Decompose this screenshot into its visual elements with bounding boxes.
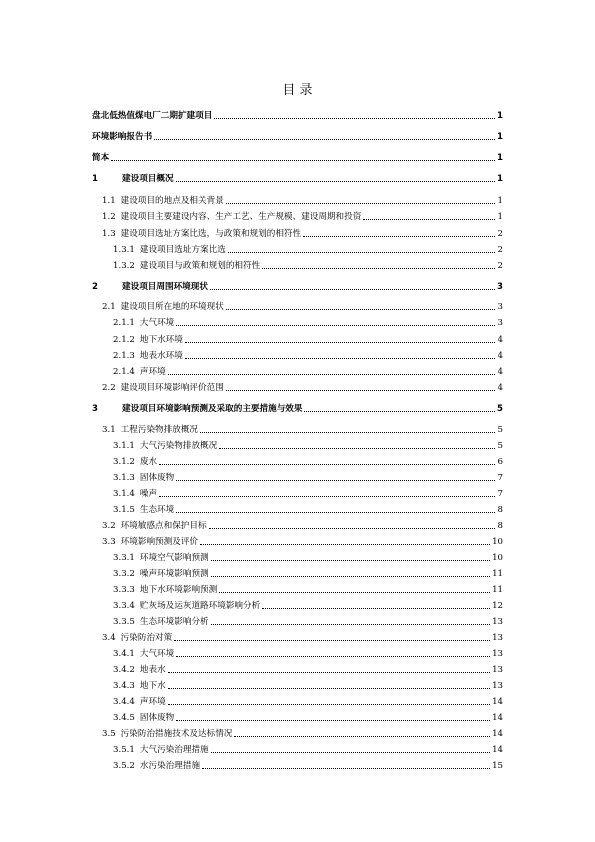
toc-entry[interactable] [113, 597, 503, 611]
dot-leader [211, 624, 490, 625]
toc-entry-number: 1.3.1 [113, 245, 135, 255]
toc-entry-page: 14 [492, 729, 503, 739]
toc-entry[interactable] [113, 549, 503, 563]
toc-entry[interactable] [113, 257, 503, 271]
toc-entry-page: 10 [492, 537, 503, 547]
dot-leader [200, 432, 495, 433]
toc-entry[interactable] [92, 149, 503, 163]
dot-leader [210, 289, 495, 290]
toc-entry[interactable] [92, 400, 503, 414]
toc-entry-number: 3.4.4 [113, 697, 135, 707]
toc-entry-title: 声环境 [139, 367, 166, 377]
toc-entry-page: 3 [497, 302, 503, 312]
toc-entry[interactable] [113, 437, 503, 451]
toc-entry-page: 11 [492, 569, 503, 579]
toc-entry-title: 建设项目所在地的环境现状 [120, 302, 224, 312]
dot-leader [174, 640, 490, 641]
toc-entry-title: 环境敏感点和保护目标 [120, 521, 207, 531]
toc-entry-title: 地下水环境 [139, 335, 183, 345]
toc-entry-page: 4 [497, 335, 503, 345]
toc-entry[interactable] [92, 278, 503, 292]
toc-entry-page: 3 [497, 318, 503, 328]
toc-entry[interactable] [102, 533, 503, 547]
toc-entry[interactable] [102, 192, 503, 206]
dot-leader [211, 576, 490, 577]
dot-leader [211, 752, 490, 753]
toc-entry-number: 3.1.5 [113, 505, 135, 515]
toc-entry-title: 大气环境 [139, 649, 175, 659]
toc-entry-title: 水污染治理措施 [139, 761, 201, 771]
toc-entry-number: 2.1.2 [113, 335, 135, 345]
toc-entry-page: 5 [497, 425, 503, 435]
toc-entry-title: 噪声 [139, 489, 158, 499]
toc-entry-page: 1 [497, 196, 503, 206]
toc-entry-page: 8 [497, 505, 503, 515]
toc-entry-page: 15 [492, 761, 503, 771]
toc-entry-title: 声环境 [139, 697, 166, 707]
toc-entry[interactable] [113, 613, 503, 627]
toc-entry-number: 3.3.4 [113, 601, 135, 611]
toc-entry[interactable] [92, 170, 503, 184]
toc-entry-page: 2 [497, 261, 503, 271]
toc-entry-number: 3.5.2 [113, 761, 135, 771]
toc-entry-title: 噪声环境影响预测 [139, 569, 209, 579]
toc-entry[interactable] [113, 331, 503, 345]
toc-entry-title: 工程污染物排放概况 [120, 425, 199, 435]
toc-entry-title: 环境空气影响预测 [139, 553, 209, 563]
dot-leader [176, 720, 490, 721]
toc-entry[interactable] [92, 128, 503, 142]
toc-entry-number: 1.3.2 [113, 261, 135, 271]
toc-entry[interactable] [113, 677, 503, 691]
toc-entry-page: 1 [497, 174, 503, 184]
dot-leader [262, 608, 490, 609]
dot-leader [176, 181, 495, 182]
dot-leader [228, 252, 495, 253]
toc-entry[interactable] [113, 757, 503, 771]
dot-leader [363, 219, 495, 220]
toc-entry-title: 污染防治措施技术及达标情况 [120, 729, 233, 739]
toc-entry-page: 4 [497, 383, 503, 393]
toc-entry[interactable] [113, 661, 503, 675]
dot-leader [168, 672, 490, 673]
toc-entry[interactable] [113, 709, 503, 723]
toc-entry-number: 2.1.1 [113, 318, 135, 328]
toc-entry-title: 固体废物 [139, 473, 175, 483]
toc-entry-number: 3.4.2 [113, 665, 135, 675]
toc-entry-title: 废水 [139, 457, 158, 467]
toc-entry-title: 贮灰场及运灰道路环境影响分析 [139, 601, 261, 611]
toc-entry-number: 3.1.2 [113, 457, 135, 467]
toc-entry-title: 建设项目主要建设内容、生产工艺、生产规模、建设周期和投资 [120, 212, 362, 222]
toc-entry-page: 4 [497, 351, 503, 361]
toc-entry-title: 地下水 [139, 681, 166, 691]
toc-entry-page: 14 [492, 745, 503, 755]
toc-entry-page: 13 [492, 681, 503, 691]
toc-entry[interactable] [102, 379, 503, 393]
toc-entry[interactable] [113, 453, 503, 467]
toc-entry-number: 3 [92, 404, 98, 414]
dot-leader [168, 688, 490, 689]
toc-entry[interactable] [102, 225, 503, 239]
toc-entry[interactable] [113, 501, 503, 515]
toc-entry-title: 建设项目环境影响预测及采取的主要措施与效果 [122, 404, 303, 414]
dot-leader [226, 309, 495, 310]
toc-entry-title: 固体废物 [139, 713, 175, 723]
dot-leader [219, 448, 495, 449]
toc-entry-number: 3.4.1 [113, 649, 135, 659]
toc-entry-title: 建设项目环境影响评价范围 [120, 383, 224, 393]
toc-entry-page: 2 [497, 245, 503, 255]
toc-entry[interactable] [92, 107, 503, 121]
toc-entry-title: 建设项目选址方案比选，与政策和规划的相符性 [120, 229, 302, 239]
toc-entry-number: 3.3.1 [113, 553, 135, 563]
dot-leader [209, 528, 495, 529]
toc-entry-title: 生态环境 [139, 505, 175, 515]
toc-entry-number: 3.3 [102, 537, 116, 547]
toc-entry-number: 3.3.3 [113, 585, 135, 595]
dot-leader [111, 160, 495, 161]
toc-entry[interactable] [102, 208, 503, 222]
toc-entry[interactable] [113, 469, 503, 483]
toc-entry-page: 1 [497, 212, 503, 222]
toc-entry[interactable] [102, 517, 503, 531]
toc-entry-title: 建设项目的地点及相关背景 [120, 196, 224, 206]
toc-entry-title: 大气污染治理措施 [139, 745, 209, 755]
toc-entry-title: 地表水 [139, 665, 166, 675]
toc-entry-page: 1 [497, 111, 503, 121]
toc-entry[interactable] [113, 485, 503, 499]
toc-entry-page: 13 [492, 649, 503, 659]
toc-entry-page: 10 [492, 553, 503, 563]
toc-entry-title: 盘北低热值煤电厂二期扩建项目 [92, 111, 213, 121]
toc-entry-page: 8 [497, 521, 503, 531]
toc-entry[interactable] [113, 347, 503, 361]
toc-entry-number: 3.4 [102, 633, 116, 643]
toc-entry[interactable] [113, 741, 503, 755]
toc-entry[interactable] [102, 298, 503, 312]
dot-leader [185, 358, 495, 359]
toc-entry-number: 3.3.5 [113, 617, 135, 627]
toc-entry-page: 3 [497, 282, 503, 292]
dot-leader [226, 390, 495, 391]
dot-leader [234, 736, 490, 737]
toc-entry-page: 2 [497, 229, 503, 239]
dot-leader [214, 118, 495, 119]
dot-leader [159, 464, 495, 465]
toc-entry-title: 污染防治对策 [120, 633, 173, 643]
toc-entry-number: 2.1 [102, 302, 116, 312]
toc-entry-number: 3.1.4 [113, 489, 135, 499]
toc-entry-title: 地下水环境影响预测 [139, 585, 218, 595]
dot-leader [262, 268, 495, 269]
toc-entry-number: 2 [92, 282, 98, 292]
toc-entry-page: 13 [492, 665, 503, 675]
dot-leader [185, 342, 495, 343]
toc-entry[interactable] [113, 693, 503, 707]
toc-entry-number: 3.4.5 [113, 713, 135, 723]
toc-entry-page: 5 [497, 441, 503, 451]
toc-entry[interactable] [113, 645, 503, 659]
toc-entry-number: 3.5 [102, 729, 116, 739]
dot-leader [226, 203, 495, 204]
dot-leader [176, 656, 490, 657]
toc-entry[interactable] [113, 581, 503, 595]
toc-entry-number: 2.1.3 [113, 351, 135, 361]
toc-entry-page: 13 [492, 633, 503, 643]
toc-entry-page: 11 [492, 585, 503, 595]
toc-entry-number: 1.3 [102, 229, 116, 239]
toc-entry-page: 1 [497, 132, 503, 142]
dot-leader [202, 768, 490, 769]
toc-entry-title: 大气环境 [139, 318, 175, 328]
toc-entry-title: 建设项目选址方案比选 [139, 245, 226, 255]
dot-leader [200, 544, 490, 545]
dot-leader [168, 704, 490, 705]
toc-entry-page: 6 [497, 457, 503, 467]
dot-leader [154, 139, 495, 140]
toc-entry-title: 大气污染物排放概况 [139, 441, 218, 451]
toc-entry[interactable] [102, 629, 503, 643]
toc-entry-page: 13 [492, 617, 503, 627]
toc-entry[interactable] [102, 725, 503, 739]
toc-entry-page: 14 [492, 697, 503, 707]
dot-leader [176, 480, 495, 481]
toc-entry-number: 1.1 [102, 196, 116, 206]
toc-entry-title: 环境影响报告书 [92, 132, 153, 142]
toc-entry[interactable] [113, 363, 503, 377]
toc-entry-page: 1 [497, 153, 503, 163]
toc-entry[interactable] [113, 314, 503, 328]
toc-entry-page: 12 [492, 601, 503, 611]
toc-entry-page: 14 [492, 713, 503, 723]
toc-entry-number: 3.3.2 [113, 569, 135, 579]
toc-entry-number: 3.1.3 [113, 473, 135, 483]
toc-entry-page: 4 [497, 367, 503, 377]
toc-entry-number: 3.5.1 [113, 745, 135, 755]
toc-entry-number: 1.2 [102, 212, 116, 222]
dot-leader [211, 560, 490, 561]
toc-entry-number: 3.1.1 [113, 441, 135, 451]
toc-entry-number: 2.1.4 [113, 367, 135, 377]
toc-entry[interactable] [113, 565, 503, 579]
toc-entry-number: 1 [92, 174, 98, 184]
dot-leader [176, 325, 495, 326]
toc-entry-title: 环境影响预测及评价 [120, 537, 199, 547]
toc-entry-number: 3.1 [102, 425, 116, 435]
dot-leader [168, 374, 495, 375]
page-title: 目 录 [282, 83, 313, 98]
dot-leader [219, 592, 490, 593]
toc-entry-title: 建设项目概况 [122, 174, 174, 184]
toc-entry-title: 建设项目周围环境现状 [122, 282, 208, 292]
dot-leader [159, 496, 495, 497]
toc-entry[interactable] [113, 241, 503, 255]
dot-leader [303, 236, 495, 237]
toc-entry-number: 3.4.3 [113, 681, 135, 691]
toc-entry-page: 7 [497, 473, 503, 483]
toc-entry-page: 7 [497, 489, 503, 499]
toc-entry-page: 5 [497, 404, 503, 414]
toc-entry-title: 简本 [92, 153, 110, 163]
dot-leader [176, 512, 495, 513]
toc-entry-title: 生态环境影响分析 [139, 617, 209, 627]
toc-entry-title: 地表水环境 [139, 351, 183, 361]
toc-entry[interactable] [102, 421, 503, 435]
toc-entry-title: 建设项目与政策和规划的相符性 [139, 261, 261, 271]
toc-entry-number: 2.2 [102, 383, 116, 393]
dot-leader [304, 411, 495, 412]
toc-entry-number: 3.2 [102, 521, 116, 531]
